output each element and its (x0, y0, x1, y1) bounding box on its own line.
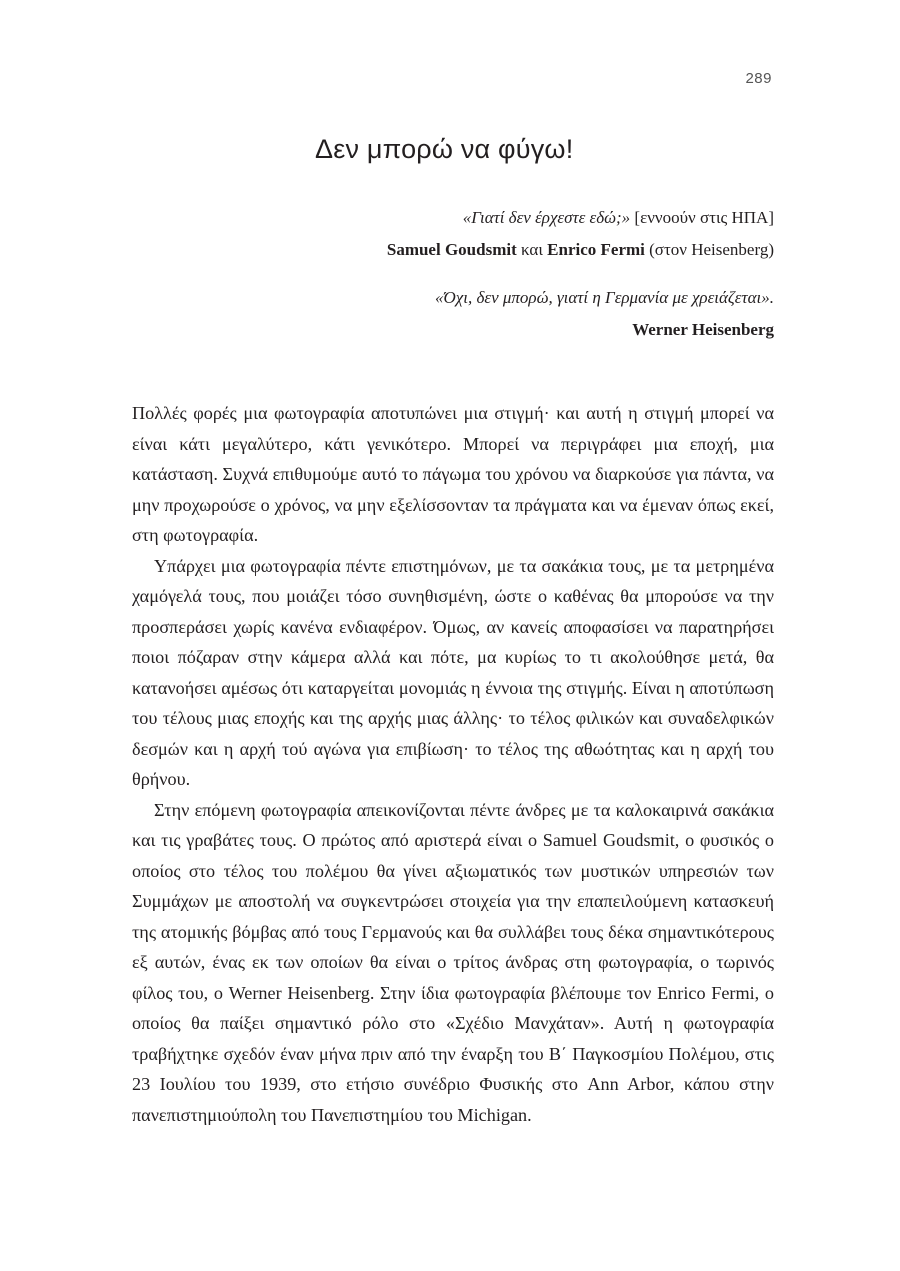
page-number: 289 (745, 70, 772, 87)
epigraph-quote-1-note: [εννοούν στις ΗΠΑ] (630, 208, 774, 227)
paragraph-3: Στην επόμενη φωτογραφία απεικονίζονται πέντε άνδρες με τα καλοκαιρινά σακάκια και τις γραβάτες τους. Ο πρώτος από αριστερά είναι ο Samuel Goudsmit, ο φυσικός ο οποίος στο τέλος του πολέμου θα γίνει αξιωματικός των μυστικών υπηρεσιών των Συμμάχων με αποστολή να συγκεντρώσει στοιχεία για την επαπειλούμενη κατασκευή της ατομικής βόμβας από τους Γερμανούς και θα συλλάβει τους δέκα σημαντικότερους εξ αυτών, ένας εκ των οποίων θα είναι ο τρίτος άνδρας στη φωτογραφία, ο τωρινός φίλος του, ο Werner Heisenberg. Στην ίδια φωτογραφία βλέπουμε τον Enrico Fermi, ο οποίος θα παίξει σημαντικό ρόλο στο «Σχέδιο Μανχάταν». Αυτή η φωτογραφία τραβήχτηκε σχεδόν έναν μήνα πριν από την έναρξη του Β΄ Παγκοσμίου Πολέμου, στις 23 Ιουλίου του 1939, στο ετήσιο συνέδριο Φυσικής στο Ann Arbor, κάπου στην πανεπιστημιούπολη του Πανεπιστημίου του Michigan. (132, 799, 774, 1125)
epigraph-quote-2-text: «Όχι, δεν μπορώ, γιατί η Γερμανία με χρειάζεται». (435, 288, 774, 307)
paragraph-2: Υπάρχει μια φωτογραφία πέντε επιστημόνων, με τα σακάκια τους, με τα μετρημένα χαμόγελά τους, που μοιάζει τόσο συνηθισμένη, ώστε ο καθένας θα μπορούσε να την προσπεράσει χωρίς κανένα ενδιαφέρον. Όμως, αν κανείς αποφασίσει να παρατηρήσει ποιοι πόζαραν στην κάμερα αλλά και πότε, μα κυρίως το τι ακολούθησε μετά, θα κατανοήσει αμέσως ότι καταργείται μονομιάς η έννοια της στιγμής. Είναι η αποτύπωση του τέλους μιας εποχής και της αρχής μιας άλλης· το τέλος φιλικών και συναδελφικών δεσμών και η αρχή τού αγώνα για επιβίωση· το τέλος της αθωότητας και η αρχή του θρήνου. (132, 555, 774, 789)
body-text (132, 398, 774, 1130)
epigraph-author-goudsmit: Samuel Goudsmit (386, 240, 517, 259)
paragraph-1: Πολλές φορές μια φωτογραφία αποτυπώνει μια στιγμή· και αυτή η στιγμή μπορεί να είναι κάτι μεγαλύτερο, κάτι γενικότερο. Μπορεί να περιγράφει μια εποχή, μια κατάσταση. Συχνά επιθυμούμε αυτό το πάγωμα του χρόνου να διαρκούσε για πάντα, να μην προχωρούσε ο χρόνος, να μην εξελίσσονταν τα πράγματα και να έμεναν όπως εκεί, στη φωτογραφία. (132, 403, 774, 545)
epigraph-quote-2-attribution (387, 314, 774, 346)
epigraph (387, 202, 774, 346)
epigraph-quote-2 (387, 282, 774, 314)
epigraph-author-fermi: Enrico Fermi (547, 240, 645, 259)
epigraph-author-heisenberg: Werner Heisenberg (632, 320, 774, 339)
epigraph-quote-1 (387, 202, 774, 234)
epigraph-attribution-note: (στον Heisenberg) (644, 240, 774, 259)
chapter-title: Δεν μπορώ να φύγω! (315, 134, 574, 164)
epigraph-quote-1-attribution (387, 234, 774, 266)
epigraph-quote-1-text: «Γιατί δεν έρχεστε εδώ;» (462, 208, 631, 227)
epigraph-conjunction: και (516, 240, 548, 259)
